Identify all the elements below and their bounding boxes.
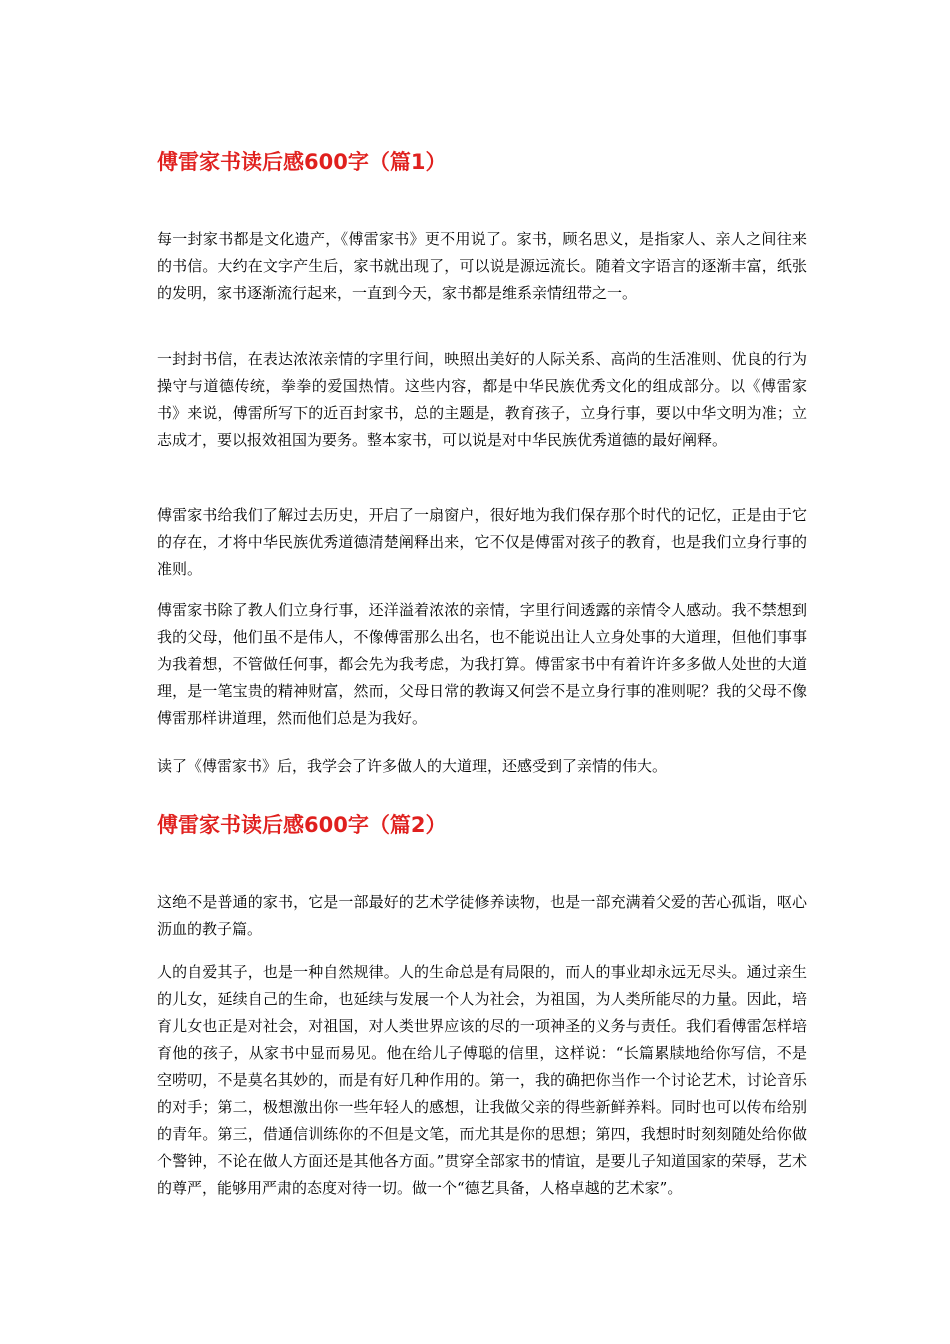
section1-paragraph-5: 读了《傅雷家书》后，我学会了许多做人的大道理，还感受到了亲情的伟大。	[157, 757, 668, 775]
section1-paragraph-1: 每一封家书都是文化遗产，《傅雷家书》更不用说了。家书，顾名思义，是指家人、亲人之间往来的书信。大约在文字产生后，家书就出现了，可以说是源远流长。随着文字语言的逐渐丰富，纸张的发明，家书逐渐流行起来，一直到今天，家书都是维系亲情纽带之一。	[157, 230, 807, 302]
section2-paragraph-1: 这绝不是普通的家书，它是一部最好的艺术学徒修养读物，也是一部充满着父爱的苦心孤诣，呕心沥血的教子篇。	[157, 893, 807, 938]
section1-heading: 傅雷家书读后感600字（篇1）	[157, 150, 447, 174]
section2-paragraph-2: 人的自爱其子，也是一种自然规律。人的生命总是有局限的，而人的事业却永远无尽头。通过亲生的儿女，延续自己的生命，也延续与发展一个人为社会，为祖国，为人类所能尽的力量。因此，培育儿女也正是对社会，对祖国，对人类世界应该的尽的一项神圣的义务与责任。我们看傅雷怎样培育他的孩子，从家书中显而易见。他在给儿子傅聪的信里，这样说：“长篇累牍地给你写信，不是空唠叨，不是莫名其妙的，而是有好几种作用的。第一，我的确把你当作一个讨论艺术，讨论音乐的对手；第二，极想激出你一些年轻人的感想，让我做父亲的得些新鲜养料。同时也可以传布给别的青年。第三，借通信训练你的不但是文笔，而尤其是你的思想；第四，我想时时刻刻随处给你做个警钟，不论在做人方面还是其他各方面。”贯穿全部家书的情谊，是要儿子知道国家的荣辱，艺术的尊严，能够用严肃的态度对待一切。做一个“德艺具备，人格卓越的艺术家”。	[157, 963, 807, 1197]
section1-paragraph-3: 傅雷家书给我们了解过去历史，开启了一扇窗户，很好地为我们保存那个时代的记忆，正是由于它的存在，才将中华民族优秀道德清楚阐释出来，它不仅是傅雷对孩子的教育，也是我们立身行事的准则。	[157, 506, 807, 578]
section1-paragraph-2: 一封封书信，在表达浓浓亲情的字里行间，映照出美好的人际关系、高尚的生活准则、优良的行为操守与道德传统，拳拳的爱国热情。这些内容，都是中华民族优秀文化的组成部分。以《傅雷家书》来说，傅雷所写下的近百封家书，总的主题是，教育孩子，立身行事，要以中华文明为准；立志成才，要以报效祖国为要务。整本家书，可以说是对中华民族优秀道德的最好阐释。	[157, 350, 807, 449]
section2-heading: 傅雷家书读后感600字（篇2）	[157, 813, 447, 837]
section1-paragraph-4: 傅雷家书除了教人们立身行事，还洋溢着浓浓的亲情，字里行间透露的亲情令人感动。我不禁想到我的父母，他们虽不是伟人，不像傅雷那么出名，也不能说出让人立身处事的大道理，但他们事事为我着想，不管做任何事，都会先为我考虑，为我打算。傅雷家书中有着许许多多做人处世的大道理，是一笔宝贵的精神财富，然而，父母日常的教诲又何尝不是立身行事的准则呢？我的父母不像傅雷那样讲道理，然而他们总是为我好。	[157, 601, 807, 727]
